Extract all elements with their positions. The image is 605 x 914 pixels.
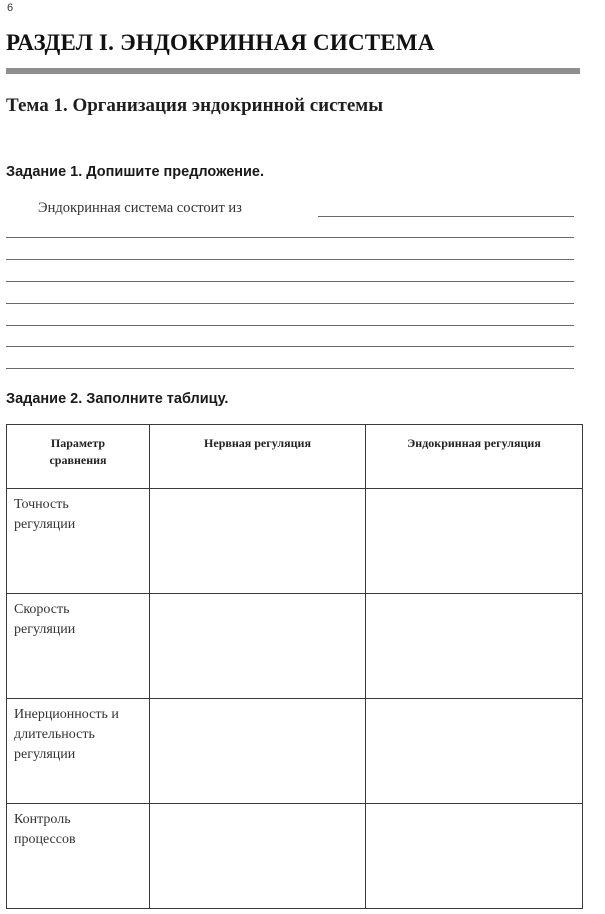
answer-line[interactable] xyxy=(6,303,574,304)
answer-line[interactable] xyxy=(6,237,574,238)
page-number: 6 xyxy=(7,2,14,14)
answer-cell-endocrine[interactable] xyxy=(366,489,583,594)
answer-cell-endocrine[interactable] xyxy=(366,594,583,699)
table-row xyxy=(7,594,583,699)
row-label xyxy=(7,699,150,804)
topic-title: Тема 1. Организация эндокринной системы xyxy=(6,95,384,116)
row-label xyxy=(7,489,150,594)
row-label-text: Инерционность и длительность регуляции xyxy=(14,707,119,762)
table-header-row xyxy=(7,425,583,489)
answer-cell-endocrine[interactable] xyxy=(366,699,583,804)
section-divider-bar xyxy=(6,68,580,74)
comparison-table xyxy=(6,424,583,909)
answer-line[interactable] xyxy=(6,259,574,260)
answer-line[interactable] xyxy=(6,325,574,326)
table-row xyxy=(7,804,583,909)
header-endocrine-regulation: Эндокринная регуляция xyxy=(366,425,583,489)
header-parameter-label: Параметр сравнения xyxy=(49,436,107,467)
answer-cell-nervous[interactable] xyxy=(150,594,366,699)
answer-line[interactable] xyxy=(6,281,574,282)
row-label-text: Контроль процессов xyxy=(14,812,76,847)
answer-cell-nervous[interactable] xyxy=(150,804,366,909)
section-title: РАЗДЕЛ I. ЭНДОКРИННАЯ СИСТЕМА xyxy=(6,30,435,55)
task2-title: Задание 2. Заполните таблицу. xyxy=(6,391,229,407)
table-row xyxy=(7,699,583,804)
answer-cell-nervous[interactable] xyxy=(150,489,366,594)
row-label xyxy=(7,594,150,699)
header-parameter xyxy=(7,425,150,489)
answer-cell-endocrine[interactable] xyxy=(366,804,583,909)
row-label-text: Точность регуляции xyxy=(14,497,76,532)
answer-line[interactable] xyxy=(6,346,574,347)
task1-prompt: Эндокринная система состоит из xyxy=(38,200,242,216)
table-row xyxy=(7,489,583,594)
answer-line[interactable] xyxy=(6,368,574,369)
answer-line[interactable] xyxy=(318,216,574,217)
task1-title: Задание 1. Допишите предложение. xyxy=(6,164,265,180)
row-label-text: Скорость регуляции xyxy=(14,602,76,637)
answer-cell-nervous[interactable] xyxy=(150,699,366,804)
header-nervous-regulation: Нервная регуляция xyxy=(150,425,366,489)
row-label xyxy=(7,804,150,909)
